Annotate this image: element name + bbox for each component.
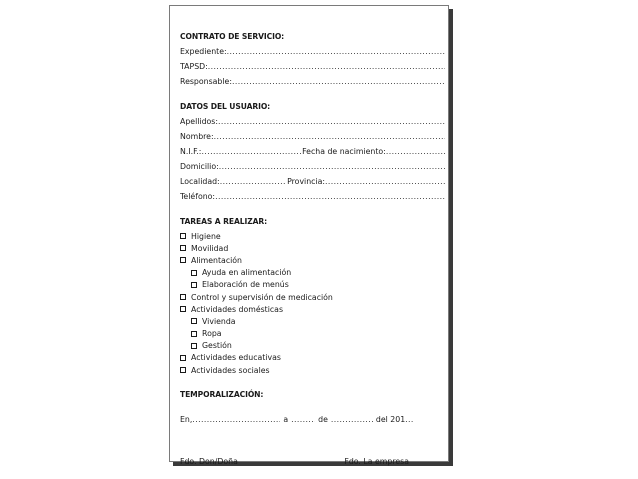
domicilio-field[interactable] <box>180 159 445 174</box>
spacer <box>180 204 445 214</box>
localidad-blank[interactable] <box>220 174 286 189</box>
task-label: Control y supervisión de medicación <box>191 292 333 302</box>
nif-label: N.I.F.: <box>180 147 202 156</box>
expediente-blank[interactable] <box>227 44 445 59</box>
task-label: Ropa <box>202 329 222 339</box>
spacer <box>180 427 445 454</box>
contract-form-page <box>169 5 449 467</box>
task-label: Actividades educativas <box>191 353 281 363</box>
task-label: Elaboración de menús <box>202 280 289 290</box>
spacer <box>180 89 445 99</box>
checkbox[interactable] <box>191 331 197 337</box>
checkbox[interactable] <box>180 257 186 263</box>
task-label: Gestión <box>202 341 232 351</box>
checkbox[interactable] <box>180 306 186 312</box>
checkbox[interactable] <box>180 245 186 251</box>
task-label: Movilidad <box>191 243 229 253</box>
responsable-blank[interactable] <box>232 74 445 89</box>
apellidos-field[interactable] <box>180 114 445 129</box>
nombre-field[interactable] <box>180 129 445 144</box>
tapsd-blank[interactable] <box>208 59 445 74</box>
a-label: a <box>283 415 289 425</box>
localidad-label: Localidad: <box>180 177 220 186</box>
checkbox[interactable] <box>191 318 197 324</box>
localidad-provincia-row <box>180 174 445 189</box>
nacimiento-label: Fecha de nacimiento: <box>302 147 386 156</box>
expediente-label: Expediente: <box>180 47 227 56</box>
task-label: Actividades sociales <box>191 365 270 375</box>
expediente-field[interactable] <box>180 44 445 59</box>
month-blank[interactable] <box>331 412 373 427</box>
checkbox[interactable] <box>180 367 186 373</box>
telefono-label: Teléfono: <box>180 192 216 201</box>
contract-section-title: CONTRATO DE SERVICIO: <box>180 32 285 41</box>
temporal-section-title: TEMPORALIZACIÓN: <box>180 390 264 400</box>
task-label: Higiene <box>191 231 221 241</box>
signature-company-label: Fdo. La empresa <box>344 457 409 467</box>
task-label: Vivienda <box>202 316 236 326</box>
checkbox[interactable] <box>180 294 186 300</box>
user-section-title: DATOS DEL USUARIO: <box>180 102 271 111</box>
responsable-label: Responsable: <box>180 77 232 86</box>
checkbox[interactable] <box>191 270 197 276</box>
nombre-blank[interactable] <box>214 129 445 144</box>
task-label: Actividades domésticas <box>191 304 284 314</box>
tasks-section-title: TAREAS A REALIZAR: <box>180 217 268 226</box>
provincia-blank[interactable] <box>325 174 445 189</box>
tapsd-field[interactable] <box>180 59 445 74</box>
nif-blank[interactable] <box>201 144 301 159</box>
task-label: Alimentación <box>191 255 242 265</box>
checkbox[interactable] <box>191 343 197 349</box>
task-item-sociales[interactable] <box>180 364 445 376</box>
checkbox[interactable] <box>180 355 186 361</box>
del-label: del 201 <box>375 415 406 425</box>
domicilio-blank[interactable] <box>219 159 445 174</box>
apellidos-blank[interactable] <box>218 114 445 129</box>
provincia-label: Provincia: <box>287 177 326 186</box>
telefono-blank[interactable] <box>215 189 445 204</box>
form-content <box>180 29 445 469</box>
de-label: de <box>318 415 328 425</box>
signature-client-label: Fdo. Don/Doña <box>180 457 238 467</box>
spacer <box>180 376 445 387</box>
tapsd-label: TAPSD: <box>180 62 208 71</box>
en-label: En, <box>180 415 193 425</box>
day-blank[interactable] <box>291 412 315 427</box>
task-list <box>180 230 445 376</box>
checkbox[interactable] <box>180 233 186 239</box>
spacer <box>180 402 445 412</box>
place-blank[interactable] <box>192 412 280 427</box>
apellidos-label: Apellidos: <box>180 117 218 126</box>
nacimiento-blank[interactable] <box>386 144 445 159</box>
responsable-field[interactable] <box>180 74 445 89</box>
checkbox[interactable] <box>191 282 197 288</box>
nif-nacimiento-row <box>180 144 445 159</box>
domicilio-label: Domicilio: <box>180 162 219 171</box>
task-label: Ayuda en alimentación <box>202 268 292 278</box>
date-place-row <box>180 412 445 427</box>
year-blank[interactable] <box>405 412 413 427</box>
signature-row <box>180 454 409 469</box>
nombre-label: Nombre: <box>180 132 214 141</box>
telefono-field[interactable] <box>180 189 445 204</box>
